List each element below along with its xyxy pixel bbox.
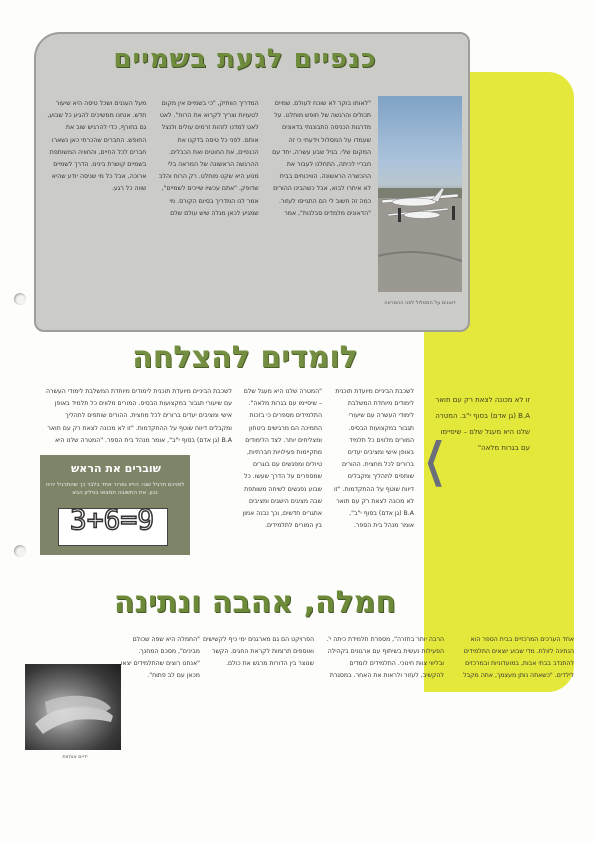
hands-photo — [25, 664, 121, 750]
puzzle-title: שוברים את הראש — [70, 462, 162, 475]
punch-hole — [14, 293, 26, 305]
section-title: כנפיים לגעת בשמיים — [113, 44, 377, 74]
matchstick-equation: 3+6=9 — [69, 503, 155, 536]
article-body: לשכבת הביניים מיועדת תוכנית לימודים מיוחדת המשלבת לימודי העשרה עם שיעורי תגבור במקצועות הבסיס. המורים מלווים כל תלמיד באופן אישי ומציבים יעדים ברורים לכל מחצית. ההורים שותפים לתהליך ומקבלים דיווח שוטף על ההתקדמות. "זו לא מכונה לצאת רק עם תואר B.A (גן אדם) בסוף י"ב", אומר מנהל בית הספר. "המטרה שלנו היא מעגל שלם – שיסיימו עם בגרות מלאה". התלמידים מספרים כי בזכות התמיכה הם מרגישים ביטחון ומצליחים יותר. לצד הלימודים מתקיימות פעילויות חברתיות, טיולים ומפגשים עם בוגרים שמספרים על הדרך שעשו. כל שבוע נפגשים לשיחה משותפת שבה מציגים הישגים ומציבים אתגרים חדשים, וכך נבנה אמון בין המורים לתלמידים. — [242, 388, 414, 530]
photo-caption: דאונים על המסלול לפני ההמראה — [384, 300, 456, 306]
article-body: אחד הערכים המרכזיים בבית הספר הוא הנתינה לזולת. מדי שבוע יוצאים התלמידים להתנדב בבתי אבות, במועדוניות ובמרכזים לילדים. "כשאתה נותן מעצמך, אתה מקבל הרבה יותר בחזרה", מספרת תלמידת כיתה י'. הפעילות נעשית בשיתוף עם ארגונים בקהילה ובליווי צוות חינוכי. התלמידים לומדים להקשיב, לעזור ולראות את האחר. במסגרת הפרויקט הם גם מארגנים ימי כיף לקשישים ואוספים תרומות לקראת החגים. הקשר שנוצר בין הדורות מרגש את כולם. — [203, 636, 574, 679]
chevron-left-icon: ❮ — [424, 434, 446, 488]
glider-icon — [378, 96, 462, 292]
gliders-photo — [378, 96, 462, 292]
section-title: חמלה, אהבה ונתינה — [113, 585, 397, 620]
hands-icon — [25, 664, 121, 750]
pull-quote: זו לא מכונה לצאת רק עם תואר B.A (גן אדם) בסוף י"ב. המטרה שלנו היא מעגל שלם – שיסיימו עם בגרות מלאה" — [435, 396, 530, 452]
puzzle-instructions: לפניכם תרגיל שגוי. הזיזו גפרור אחד בלבד כך שהתרגיל יהיה נכון. את התשובה תמצאו בגיליון הבא — [45, 482, 185, 496]
article-body: לשכבת הביניים מיועדת תוכנית לימודים מיוחדת המשלבת לימודי העשרה עם שיעורי תגבור במקצועות הבסיס. המורים מלווים כל תלמיד באופן אישי ומציבים יעדים ברורים לכל מחצית. ההורים שותפים לתהליך ומקבלים דיווח שוטף על ההתקדמות. "זו לא מכונה לצאת רק עם תואר B.A (גן אדם) בסוף י"ב", אומר מנהל בית הספר. "המטרה שלנו היא — [45, 388, 232, 444]
section-title: לומדים להצלחה — [132, 340, 358, 375]
photo-caption: ידיים אוחזות — [62, 754, 88, 760]
punch-hole — [14, 545, 26, 557]
article-body: "לאותו בוקר לא שוכח לעולם. שמיים תכולים והרגשה של חופש מוחלט. על מדרגות הכניסה התבוננתי בדאונים שעמדו על המסלול וידעתי כי זה המקום שלי. בגיל שבע עשרה, יחד עם חבריי לכיתה, התחלנו לעבור את ההכשרה הראשונה. הוויכוחים בבית לא איחרו לבוא, אבל כשהבינו ההורים כמה זה חשוב לי הם התגייסו לעזור. "הדאונים מלמדים סבלנות", אמר המדריך הוותיק, "כי בשמיים אין מקום לטעויות וצריך לקרוא את הרוח". לאט לאט למדנו לזהות זרמים עולים ולנצל אותם. לפני כל טיסה בדקנו את הכנפיים, את החוטים ואת הכבלים. ההרגשה הראשונה של המראה בלי מנוע היא שקט מוחלט. רק הרוח והלב שדופק. "אתם עכשיו שייכים לשמיים", אמר לנו המדריך בסיום הקורס. מי שמגיע לכאן מגלה שיש עולם שלם מעל העננים ושכל טיסה היא שיעור חדש. אנחנו ממשיכים להגיע כל שבוע, גם בחורף, כדי להרגיש שוב את החופש. החברים שהכרתי כאן נשארו חברים לכל החיים, והחוויה המשותפת בשמיים קושרת בינינו. הדרך לשמיים ארוכה, אבל כל מי שניסה יודע שהיא שווה כל רגע. — [47, 100, 371, 217]
article-body-continued: "החמלה היא שפה שכולם מבינים", מסכם המחנך. "אנחנו רוצים שהתלמידים יצאו מכאן עם לב פתוח". — [120, 636, 200, 679]
